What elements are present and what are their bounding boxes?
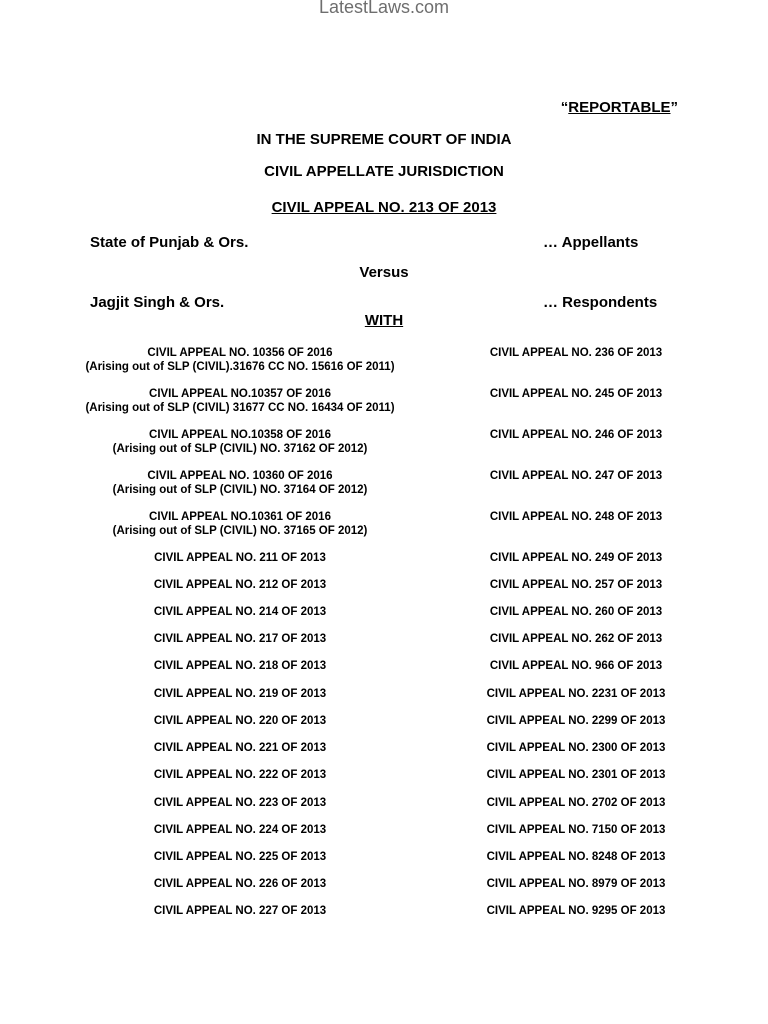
left-case: CIVIL APPEAL NO. 220 OF 2013 xyxy=(153,715,327,727)
left-case: CIVIL APPEAL NO. 227 OF 2013 xyxy=(153,905,327,917)
left-case-sub: (Arising out of SLP (CIVIL) NO. 37165 OF 2012) xyxy=(112,525,368,537)
left-case: CIVIL APPEAL NO. 218 OF 2013 xyxy=(153,660,327,672)
left-case: CIVIL APPEAL NO. 221 OF 2013 xyxy=(153,742,327,754)
right-case: CIVIL APPEAL NO. 8979 OF 2013 xyxy=(486,878,666,890)
left-case-sub: (Arising out of SLP (CIVIL) 31677 CC NO. 16434 OF 2011) xyxy=(85,402,395,414)
main-appeal-heading xyxy=(0,199,768,216)
appellant-role: … Appellants xyxy=(543,234,639,251)
left-case-title: CIVIL APPEAL NO.10358 OF 2016 xyxy=(149,429,331,441)
right-case: CIVIL APPEAL NO. 966 OF 2013 xyxy=(489,660,663,672)
reportable-text: REPORTABLE xyxy=(568,99,671,116)
left-case xyxy=(60,469,420,497)
left-case: CIVIL APPEAL NO. 224 OF 2013 xyxy=(153,824,327,836)
respondent-role: … Respondents xyxy=(543,294,658,311)
left-case: CIVIL APPEAL NO. 226 OF 2013 xyxy=(153,878,327,890)
left-case-title: CIVIL APPEAL NO.10361 OF 2016 xyxy=(149,511,331,523)
left-case: CIVIL APPEAL NO. 223 OF 2013 xyxy=(153,797,327,809)
with-label: WITH xyxy=(364,312,404,329)
reportable-open-quote: “ xyxy=(560,99,569,116)
right-case: CIVIL APPEAL NO. 236 OF 2013 xyxy=(489,347,663,359)
left-case xyxy=(60,387,420,415)
left-case xyxy=(60,428,420,456)
left-case: CIVIL APPEAL NO. 219 OF 2013 xyxy=(153,688,327,700)
left-case: CIVIL APPEAL NO. 214 OF 2013 xyxy=(153,606,327,618)
left-case-title: CIVIL APPEAL NO. 10356 OF 2016 xyxy=(147,347,333,359)
left-case-sub: (Arising out of SLP (CIVIL) NO. 37164 OF 2012) xyxy=(112,484,368,496)
left-case-title: CIVIL APPEAL NO. 10360 OF 2016 xyxy=(147,470,333,482)
left-case: CIVIL APPEAL NO. 212 OF 2013 xyxy=(153,579,327,591)
left-case xyxy=(60,510,420,538)
jurisdiction-heading: CIVIL APPELLATE JURISDICTION xyxy=(264,163,504,180)
right-case: CIVIL APPEAL NO. 246 OF 2013 xyxy=(489,429,663,441)
reportable-close-quote: ” xyxy=(670,99,678,116)
right-case: CIVIL APPEAL NO. 2300 OF 2013 xyxy=(486,742,666,754)
left-case xyxy=(60,346,420,374)
main-appeal-number: CIVIL APPEAL NO. 213 OF 2013 xyxy=(271,199,497,216)
with-heading xyxy=(0,312,768,329)
watermark: LatestLaws.com xyxy=(318,0,450,17)
right-case: CIVIL APPEAL NO. 7150 OF 2013 xyxy=(486,824,666,836)
right-case: CIVIL APPEAL NO. 248 OF 2013 xyxy=(489,511,663,523)
right-case: CIVIL APPEAL NO. 260 OF 2013 xyxy=(489,606,663,618)
right-case: CIVIL APPEAL NO. 2702 OF 2013 xyxy=(486,797,666,809)
right-case: CIVIL APPEAL NO. 2301 OF 2013 xyxy=(486,769,666,781)
appellant-name: State of Punjab & Ors. xyxy=(90,234,249,251)
right-case: CIVIL APPEAL NO. 247 OF 2013 xyxy=(489,470,663,482)
right-case: CIVIL APPEAL NO. 249 OF 2013 xyxy=(489,552,663,564)
respondent-name: Jagjit Singh & Ors. xyxy=(90,294,225,311)
right-case: CIVIL APPEAL NO. 262 OF 2013 xyxy=(489,633,663,645)
left-case: CIVIL APPEAL NO. 222 OF 2013 xyxy=(153,769,327,781)
left-case: CIVIL APPEAL NO. 211 OF 2013 xyxy=(154,552,326,564)
right-case: CIVIL APPEAL NO. 2299 OF 2013 xyxy=(486,715,666,727)
right-case: CIVIL APPEAL NO. 245 OF 2013 xyxy=(489,388,663,400)
right-case: CIVIL APPEAL NO. 9295 OF 2013 xyxy=(486,905,666,917)
left-case: CIVIL APPEAL NO. 217 OF 2013 xyxy=(153,633,327,645)
versus-label: Versus xyxy=(359,264,409,281)
left-case-sub: (Arising out of SLP (CIVIL) NO. 37162 OF 2012) xyxy=(112,443,368,455)
reportable-label xyxy=(561,99,678,116)
left-case: CIVIL APPEAL NO. 225 OF 2013 xyxy=(153,851,327,863)
left-case-sub: (Arising out of SLP (CIVIL).31676 CC NO. 15616 OF 2011) xyxy=(85,361,395,373)
court-heading: IN THE SUPREME COURT OF INDIA xyxy=(256,131,512,148)
right-case: CIVIL APPEAL NO. 2231 OF 2013 xyxy=(486,688,666,700)
right-case: CIVIL APPEAL NO. 257 OF 2013 xyxy=(489,579,663,591)
left-case-title: CIVIL APPEAL NO.10357 OF 2016 xyxy=(149,388,331,400)
right-case: CIVIL APPEAL NO. 8248 OF 2013 xyxy=(486,851,666,863)
